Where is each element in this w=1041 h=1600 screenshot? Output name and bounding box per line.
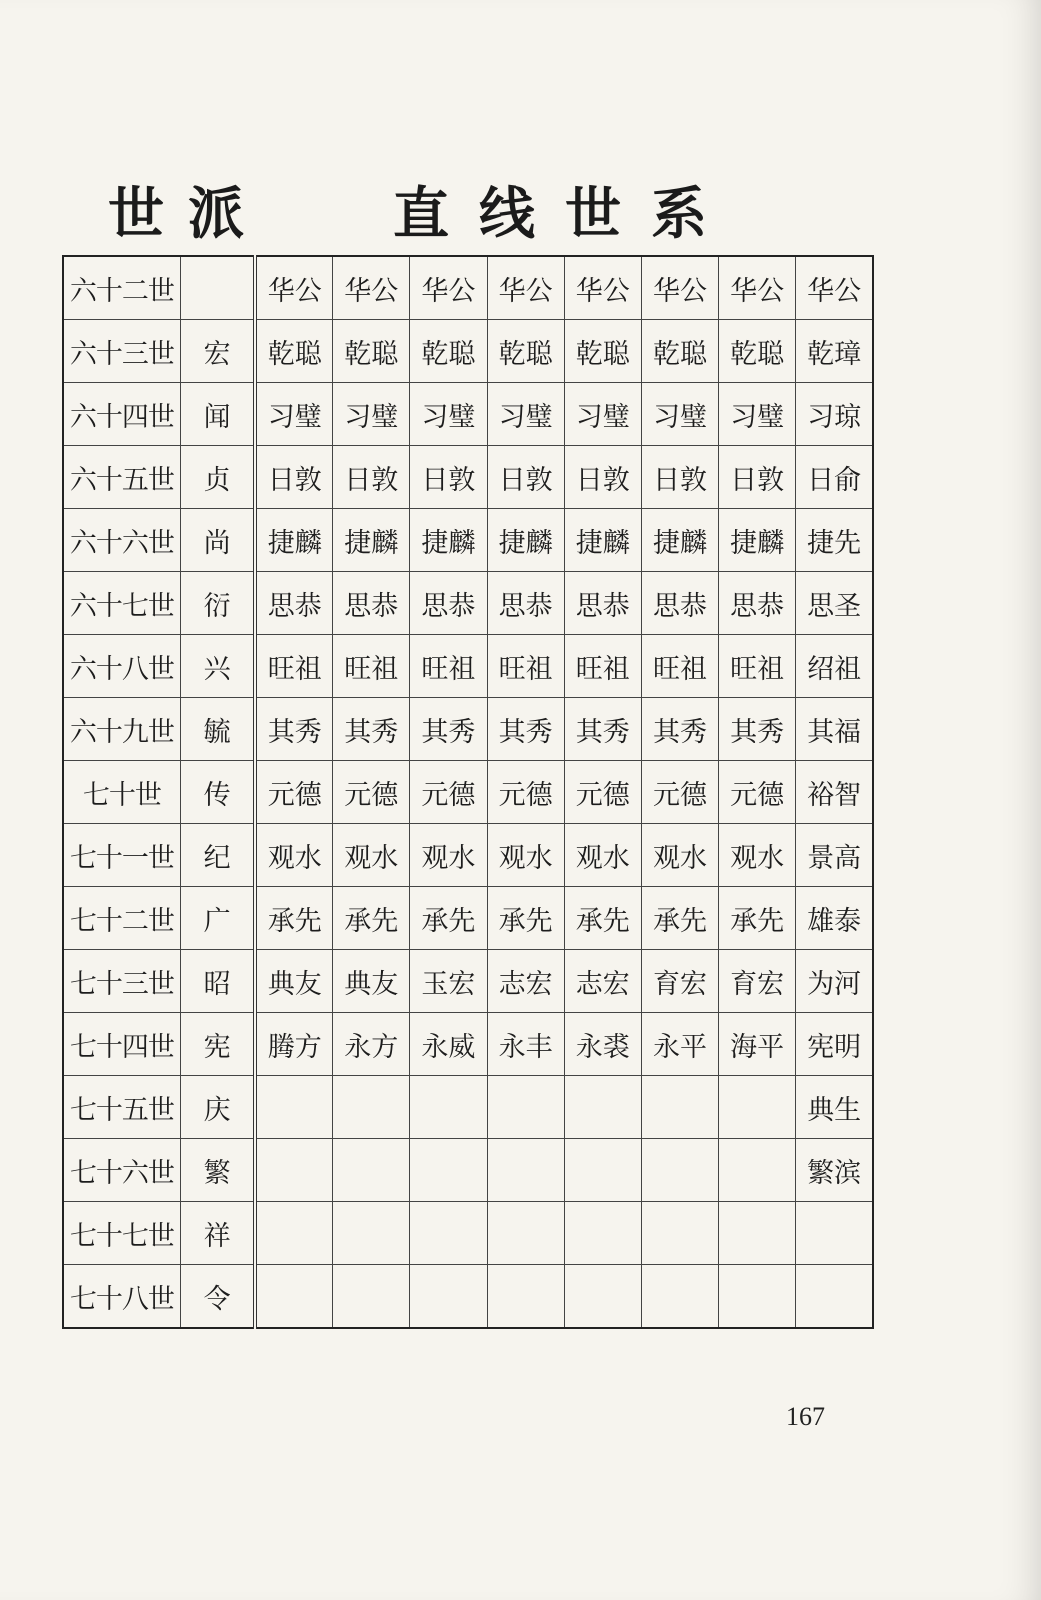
pai-character-cell: 广	[180, 887, 255, 950]
name-cell	[410, 1202, 487, 1265]
name-cell: 日敦	[333, 446, 410, 509]
pai-character-cell: 庆	[180, 1076, 255, 1139]
name-cell	[255, 1076, 332, 1139]
table-row	[63, 1076, 873, 1139]
name-cell: 日敦	[410, 446, 487, 509]
pai-character-cell: 纪	[180, 824, 255, 887]
name-cell	[410, 1265, 487, 1329]
name-cell: 旺祖	[641, 635, 718, 698]
name-cell: 承先	[255, 887, 332, 950]
generation-cell: 六十三世	[63, 320, 180, 383]
name-cell: 乾聪	[564, 320, 641, 383]
name-cell: 元德	[719, 761, 796, 824]
page-number: 167	[786, 1402, 825, 1431]
name-cell: 旺祖	[410, 635, 487, 698]
generation-cell: 六十六世	[63, 509, 180, 572]
name-cell	[410, 1076, 487, 1139]
name-cell	[564, 1265, 641, 1329]
generation-cell: 六十九世	[63, 698, 180, 761]
name-cell: 习璧	[564, 383, 641, 446]
pai-character-cell: 昭	[180, 950, 255, 1013]
pai-character-cell	[180, 256, 255, 320]
name-cell: 典友	[255, 950, 332, 1013]
name-cell: 旺祖	[333, 635, 410, 698]
name-cell: 元德	[564, 761, 641, 824]
name-cell: 习璧	[719, 383, 796, 446]
name-cell: 捷麟	[410, 509, 487, 572]
name-cell: 元德	[410, 761, 487, 824]
name-cell: 志宏	[564, 950, 641, 1013]
name-cell	[255, 1265, 332, 1329]
name-cell	[333, 1265, 410, 1329]
name-cell: 雄泰	[796, 887, 873, 950]
name-cell: 承先	[410, 887, 487, 950]
name-cell	[641, 1265, 718, 1329]
name-cell	[719, 1076, 796, 1139]
name-cell	[487, 1202, 564, 1265]
name-cell: 华公	[796, 256, 873, 320]
title-zhixian-shixi: 直线世系	[393, 181, 737, 247]
name-cell: 观水	[333, 824, 410, 887]
name-cell: 习璧	[410, 383, 487, 446]
name-cell: 其秀	[564, 698, 641, 761]
name-cell	[719, 1202, 796, 1265]
table-row	[63, 950, 873, 1013]
name-cell: 其秀	[410, 698, 487, 761]
name-cell: 思恭	[487, 572, 564, 635]
name-cell: 乾聪	[719, 320, 796, 383]
generation-cell: 七十八世	[63, 1265, 180, 1329]
name-cell: 元德	[641, 761, 718, 824]
pai-character-cell: 闻	[180, 383, 255, 446]
name-cell: 捷麟	[641, 509, 718, 572]
pai-character-cell: 尚	[180, 509, 255, 572]
name-cell: 旺祖	[719, 635, 796, 698]
name-cell: 腾方	[255, 1013, 332, 1076]
name-cell: 其秀	[255, 698, 332, 761]
name-cell: 承先	[564, 887, 641, 950]
generation-cell: 六十四世	[63, 383, 180, 446]
name-cell: 其秀	[487, 698, 564, 761]
name-cell: 捷麟	[719, 509, 796, 572]
name-cell: 思恭	[333, 572, 410, 635]
table-row	[63, 761, 873, 824]
name-cell: 承先	[641, 887, 718, 950]
name-cell: 育宏	[641, 950, 718, 1013]
generation-cell: 七十一世	[63, 824, 180, 887]
pai-character-cell: 传	[180, 761, 255, 824]
pai-character-cell: 繁	[180, 1139, 255, 1202]
name-cell: 华公	[333, 256, 410, 320]
name-cell: 捷先	[796, 509, 873, 572]
pai-character-cell: 宪	[180, 1013, 255, 1076]
name-cell: 旺祖	[255, 635, 332, 698]
name-cell	[564, 1202, 641, 1265]
name-cell	[255, 1139, 332, 1202]
table-row	[63, 1202, 873, 1265]
name-cell: 观水	[641, 824, 718, 887]
generation-cell: 七十五世	[63, 1076, 180, 1139]
name-cell: 永平	[641, 1013, 718, 1076]
name-cell: 日敦	[641, 446, 718, 509]
name-cell: 观水	[719, 824, 796, 887]
name-cell: 华公	[719, 256, 796, 320]
table-row	[63, 383, 873, 446]
name-cell: 思恭	[255, 572, 332, 635]
name-cell: 裕智	[796, 761, 873, 824]
name-cell: 玉宏	[410, 950, 487, 1013]
name-cell	[564, 1139, 641, 1202]
name-cell: 乾聪	[410, 320, 487, 383]
name-cell	[487, 1076, 564, 1139]
name-cell: 习璧	[487, 383, 564, 446]
name-cell: 华公	[641, 256, 718, 320]
generation-cell: 六十五世	[63, 446, 180, 509]
pai-character-cell: 兴	[180, 635, 255, 698]
name-cell: 其秀	[641, 698, 718, 761]
name-cell: 习琼	[796, 383, 873, 446]
name-cell: 习璧	[255, 383, 332, 446]
generation-cell: 七十六世	[63, 1139, 180, 1202]
name-cell: 华公	[564, 256, 641, 320]
name-cell: 旺祖	[564, 635, 641, 698]
lineage-table-body	[63, 256, 873, 1328]
name-cell: 华公	[410, 256, 487, 320]
name-cell: 绍祖	[796, 635, 873, 698]
name-cell	[333, 1139, 410, 1202]
name-cell: 华公	[255, 256, 332, 320]
name-cell: 思恭	[641, 572, 718, 635]
name-cell: 日敦	[564, 446, 641, 509]
name-cell: 繁滨	[796, 1139, 873, 1202]
table-row	[63, 446, 873, 509]
name-cell	[641, 1139, 718, 1202]
name-cell: 观水	[487, 824, 564, 887]
name-cell: 日俞	[796, 446, 873, 509]
generation-cell: 六十八世	[63, 635, 180, 698]
page-title	[108, 170, 748, 247]
name-cell: 景高	[796, 824, 873, 887]
name-cell: 其福	[796, 698, 873, 761]
name-cell: 日敦	[487, 446, 564, 509]
name-cell	[255, 1202, 332, 1265]
name-cell	[487, 1139, 564, 1202]
name-cell	[796, 1265, 873, 1329]
name-cell: 为河	[796, 950, 873, 1013]
name-cell: 其秀	[719, 698, 796, 761]
name-cell: 观水	[255, 824, 332, 887]
name-cell: 典生	[796, 1076, 873, 1139]
name-cell: 永威	[410, 1013, 487, 1076]
generation-cell: 六十二世	[63, 256, 180, 320]
name-cell: 观水	[564, 824, 641, 887]
name-cell: 典友	[333, 950, 410, 1013]
table-row	[63, 572, 873, 635]
name-cell: 志宏	[487, 950, 564, 1013]
table-row	[63, 1013, 873, 1076]
name-cell: 元德	[487, 761, 564, 824]
name-cell	[719, 1265, 796, 1329]
name-cell	[641, 1076, 718, 1139]
table-row	[63, 320, 873, 383]
name-cell: 永方	[333, 1013, 410, 1076]
name-cell: 思恭	[410, 572, 487, 635]
name-cell: 育宏	[719, 950, 796, 1013]
name-cell: 承先	[333, 887, 410, 950]
name-cell: 华公	[487, 256, 564, 320]
table-row	[63, 698, 873, 761]
name-cell: 乾璋	[796, 320, 873, 383]
title-shipai: 世派	[108, 181, 268, 247]
generation-cell: 七十七世	[63, 1202, 180, 1265]
name-cell	[641, 1202, 718, 1265]
name-cell	[410, 1139, 487, 1202]
pai-character-cell: 宏	[180, 320, 255, 383]
name-cell: 元德	[255, 761, 332, 824]
name-cell: 思恭	[719, 572, 796, 635]
name-cell: 乾聪	[641, 320, 718, 383]
generation-cell: 七十二世	[63, 887, 180, 950]
name-cell	[333, 1202, 410, 1265]
lineage-table	[62, 255, 874, 1329]
table-row	[63, 1139, 873, 1202]
table-row	[63, 509, 873, 572]
generation-cell: 七十三世	[63, 950, 180, 1013]
name-cell: 日敦	[719, 446, 796, 509]
generation-cell: 七十世	[63, 761, 180, 824]
name-cell: 观水	[410, 824, 487, 887]
name-cell: 乾聪	[333, 320, 410, 383]
name-cell: 乾聪	[255, 320, 332, 383]
name-cell: 捷麟	[564, 509, 641, 572]
name-cell: 宪明	[796, 1013, 873, 1076]
name-cell	[719, 1139, 796, 1202]
name-cell: 旺祖	[487, 635, 564, 698]
name-cell	[564, 1076, 641, 1139]
table-row	[63, 1265, 873, 1329]
name-cell: 永丰	[487, 1013, 564, 1076]
name-cell: 捷麟	[333, 509, 410, 572]
name-cell	[333, 1076, 410, 1139]
pai-character-cell: 令	[180, 1265, 255, 1329]
name-cell: 承先	[487, 887, 564, 950]
generation-cell: 六十七世	[63, 572, 180, 635]
name-cell: 乾聪	[487, 320, 564, 383]
table-row	[63, 887, 873, 950]
name-cell	[796, 1202, 873, 1265]
name-cell: 元德	[333, 761, 410, 824]
name-cell: 日敦	[255, 446, 332, 509]
name-cell: 捷麟	[255, 509, 332, 572]
name-cell: 捷麟	[487, 509, 564, 572]
pai-character-cell: 祥	[180, 1202, 255, 1265]
name-cell	[487, 1265, 564, 1329]
name-cell: 永裘	[564, 1013, 641, 1076]
pai-character-cell: 衍	[180, 572, 255, 635]
name-cell: 思圣	[796, 572, 873, 635]
name-cell: 思恭	[564, 572, 641, 635]
generation-cell: 七十四世	[63, 1013, 180, 1076]
table-row	[63, 824, 873, 887]
table-row	[63, 635, 873, 698]
name-cell: 习璧	[641, 383, 718, 446]
name-cell: 其秀	[333, 698, 410, 761]
pai-character-cell: 贞	[180, 446, 255, 509]
table-row	[63, 256, 873, 320]
pai-character-cell: 毓	[180, 698, 255, 761]
name-cell: 习璧	[333, 383, 410, 446]
name-cell: 承先	[719, 887, 796, 950]
name-cell: 海平	[719, 1013, 796, 1076]
